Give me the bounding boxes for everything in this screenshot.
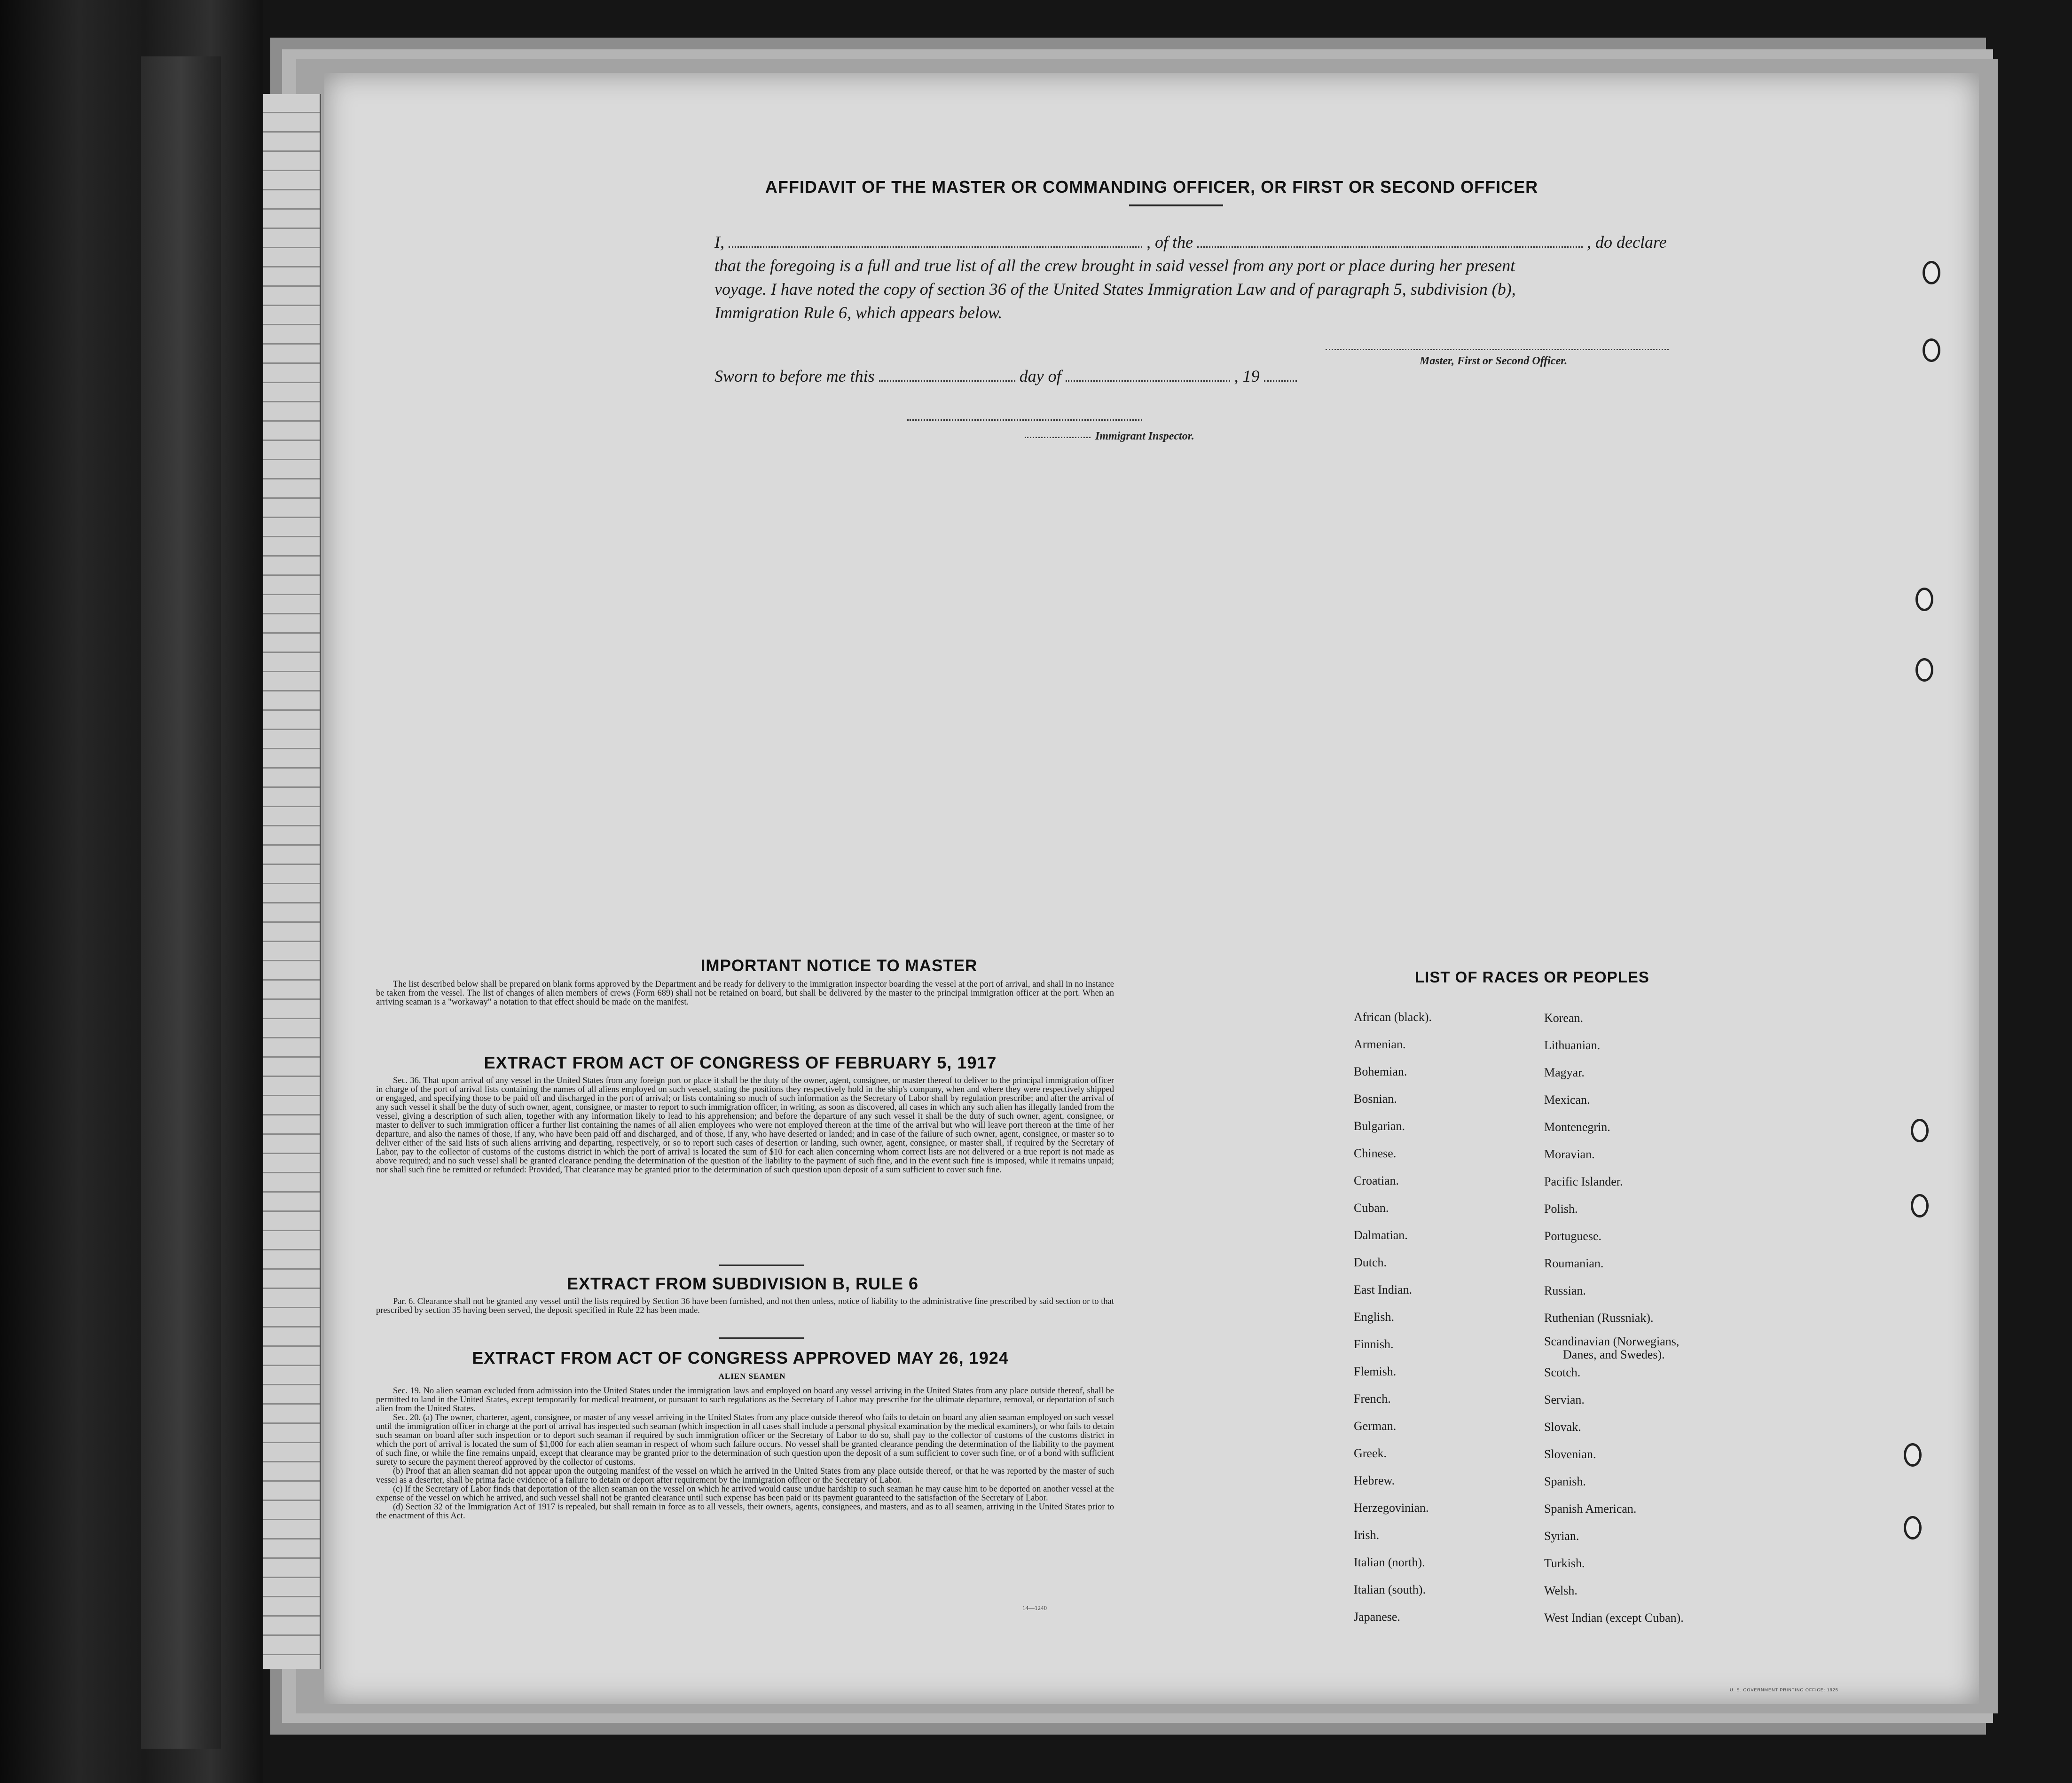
race-right: Spanish American. <box>1544 1502 1637 1516</box>
punch-hole-icon <box>1911 1119 1929 1142</box>
race-left: Cuban. <box>1354 1201 1389 1215</box>
races-heading: LIST OF RACES OR PEOPLES <box>1415 968 1649 986</box>
affidavit-i: I, <box>714 233 724 251</box>
race-left: French. <box>1354 1392 1391 1406</box>
section-20b-paragraph: (b) Proof that an alien seaman did not appear upon the outgoing manifest of the vessel on which he arrived in the United States from any place outside thereof, or that he was reported by the master of such vessel as a deserter, shall be prima facie evidence of a failure to detain or deport after requirement by the immigration officer or the Secretary of Labor. <box>376 1467 1114 1485</box>
race-right: Spanish. <box>1544 1475 1586 1488</box>
rule-6-paragraph: Par. 6. Clearance shall not be granted any vessel until the lists required by Section 36 have been furnished, and not then unless, notice of liability to the administrative fine prescribed by said section or to that prescribed by section 35 having been served, the deposit specified in Rule 22 has been made. <box>376 1297 1114 1315</box>
race-right: Welsh. <box>1544 1584 1578 1597</box>
race-left: Irish. <box>1354 1528 1380 1542</box>
divider <box>719 1337 804 1339</box>
race-right: Russian. <box>1544 1284 1586 1297</box>
race-left: Japanese. <box>1354 1610 1400 1624</box>
race-left: Finnish. <box>1354 1337 1394 1351</box>
sworn-year-field[interactable] <box>1264 366 1297 382</box>
master-signature-line[interactable] <box>1326 348 1669 350</box>
punch-hole-icon <box>1904 1443 1922 1467</box>
race-right: Slovenian. <box>1544 1447 1596 1461</box>
affidavit-title: AFFIDAVIT OF THE MASTER OR COMMANDING OFFICER, OR FIRST OR SECOND OFFICER <box>765 177 1538 196</box>
race-left: Flemish. <box>1354 1365 1397 1378</box>
affidavit-line3: voyage. I have noted the copy of section 36 of the United States Immigration Law and of paragraph 5, subdivision (b), <box>714 280 1516 298</box>
divider <box>719 1265 804 1266</box>
affidavit-declare: , do declare <box>1586 233 1667 251</box>
race-right: Montenegrin. <box>1544 1120 1610 1134</box>
sworn-day: day of <box>1019 367 1061 385</box>
sworn-prefix: Sworn to before me this <box>714 367 875 385</box>
sworn-month-field[interactable] <box>1066 366 1230 382</box>
race-right: Polish. <box>1544 1202 1578 1216</box>
section-20c-paragraph: (c) If the Secretary of Labor finds that deportation of the alien seaman on the vessel on which he arrived would cause undue hardship to such seaman he may cause him to be deported on another vessel at the expense of the vessel on which he arrived, and such vessel shall not be granted clearance until such expense has been paid or its payment guaranteed to the satisfaction of the Secretary of Labor. <box>376 1485 1114 1503</box>
notice-text <box>376 980 1114 1007</box>
race-left: Bulgarian. <box>1354 1119 1405 1133</box>
form-number: 14—1240 <box>1022 1604 1047 1611</box>
race-left: Dalmatian. <box>1354 1228 1408 1242</box>
notice-paragraph: The list described below shall be prepared on blank forms approved by the Department and be ready for delivery to the immigration inspector boarding the vessel at the port of arrival, and shall in no instance be taken from the vessel. The list of changes of alien members of crews (Form 689) shall not be retained on board, but shall be delivered by the master to the principal immigration officer at the port. When an arriving seaman is a "workaway" a notation to that effect should be made on the manifest. <box>376 980 1114 1007</box>
race-left: East Indian. <box>1354 1283 1413 1296</box>
race-right: Roumanian. <box>1544 1257 1604 1270</box>
race-left: English. <box>1354 1310 1394 1324</box>
race-right: Pacific Islander. <box>1544 1175 1623 1188</box>
section-19-paragraph: Sec. 19. No alien seaman excluded from admission into the United States under the immigration laws and employed on board any vessel arriving in the United States from any place outside thereof, shall be permitted to land in the United States, except temporarily for medical treatment, or pursuant to such regulations as the Secretary of Labor may prescribe for the ultimate departure, removal, or deportation of such alien from the United States. <box>376 1386 1114 1414</box>
notice-heading: IMPORTANT NOTICE TO MASTER <box>700 957 978 975</box>
race-right: Danes, and Swedes). <box>1563 1348 1665 1361</box>
race-right: Moravian. <box>1544 1147 1595 1161</box>
punch-hole-icon <box>1915 658 1933 682</box>
race-left: Croatian. <box>1354 1174 1399 1187</box>
affidavit-line4: Immigration Rule 6, which appears below. <box>714 303 1003 322</box>
affidavit-line1 <box>714 230 1843 254</box>
sworn-year: , 19 <box>1234 367 1260 385</box>
punch-hole-icon <box>1923 261 1940 284</box>
punch-hole-icon <box>1911 1194 1929 1217</box>
race-left: Bohemian. <box>1354 1065 1407 1078</box>
race-right: Servian. <box>1544 1393 1585 1406</box>
punch-hole-icon <box>1923 338 1940 362</box>
affidavit-of-the: , of the <box>1146 233 1193 251</box>
race-right: Mexican. <box>1544 1093 1590 1107</box>
race-left: Hebrew. <box>1354 1474 1395 1487</box>
section-20d-paragraph: (d) Section 32 of the Immigration Act of 1917 is repealed, but shall remain in force as to all vessels, their owners, agents, consignees, and masters, and as to all seamen, arriving in the United States prior to the enactment of this Act. <box>376 1502 1114 1521</box>
race-right: Turkish. <box>1544 1556 1585 1570</box>
binder-background <box>0 0 263 1783</box>
name-field[interactable] <box>729 232 1142 248</box>
vessel-field[interactable] <box>1197 232 1583 248</box>
binder-strip <box>141 56 221 1749</box>
race-right: Scandinavian (Norwegians, <box>1544 1335 1680 1348</box>
extract3-text <box>376 1387 1114 1521</box>
race-left: Italian (south). <box>1354 1583 1426 1596</box>
ledger-edge <box>263 94 321 1669</box>
race-left: African (black). <box>1354 1010 1432 1024</box>
extract1-text <box>376 1076 1114 1175</box>
sworn-date-field[interactable] <box>879 366 1015 382</box>
race-left: Herzegovinian. <box>1354 1501 1429 1515</box>
extract2-text <box>376 1297 1114 1315</box>
race-right: Syrian. <box>1544 1529 1579 1543</box>
sworn-line <box>714 364 1843 388</box>
inspector-signature-label: Immigrant Inspector. <box>1095 430 1194 442</box>
extract2-heading: EXTRACT FROM SUBDIVISION B, RULE 6 <box>566 1274 919 1293</box>
race-right: Ruthenian (Russniak). <box>1544 1311 1654 1325</box>
race-right: Korean. <box>1544 1011 1584 1025</box>
section-36-paragraph: Sec. 36. That upon arrival of any vessel in the United States from any foreign port or place it shall be the duty of the owner, agent, consignee, or master thereof to deliver to the principal immigration officer in charge of the port of arrival lists containing the names of all aliens employed on such vessel, stating the positions they respectively hold in the ship's company, when and where they were respectively shipped or engaged, and specifying those to be paid off and discharged in the port of arrival; or lists containing so much of such information as the Secretary of Labor shall by regulation prescribe; and after the arrival of any such vessel it shall be the duty of such owner, agent, consignee, or master to report to such immigration officer, in writing, as soon as discovered, all cases in which any such alien has illegally landed from the vessel, giving a description of such alien, together with any information likely to lead to his apprehension; and before the departure of any such vessel it shall be the duty of such owner, agent, consignee, or master to deliver to such immigration officer a further list containing the names of all alien employees who were not employed thereon at the time of the arrival but who will leave port thereon at the time of her departure, and also the names of those, if any, who have been paid off and discharged, and of those, if any, who have deserted or landed; and in case of the failure of such owner, agent, consignee, or master so to deliver either of the said lists of such aliens arriving and departing, respectively, or so to report such cases of desertion or landing, such owner, agent, consignee, or master shall, if required by the Secretary of Labor, pay to the collector of customs of the customs district in which the port of arrival is located the sum of $10 for each alien concerning whom correct lists are not delivered or a true report is not made as above required; and no such vessel shall be granted clearance pending the determination of the question of the liability to the payment of such fine, and in the event such fine is imposed, while it remains unpaid; nor shall such fine be remitted or refunded: Provided, That clearance may be granted prior to the determination of such question upon deposit of a sum sufficient to cover such fine. <box>376 1076 1114 1175</box>
affidavit-line2: that the foregoing is a full and true list of all the crew brought in said vessel from any port or place during her present <box>714 256 1515 275</box>
inspector-signature-line[interactable] <box>1025 436 1091 438</box>
race-left: German. <box>1354 1419 1397 1433</box>
extract1-heading: EXTRACT FROM ACT OF CONGRESS OF FEBRUARY 5, 1917 <box>484 1053 997 1072</box>
race-left: Chinese. <box>1354 1147 1397 1160</box>
race-right: Lithuanian. <box>1544 1038 1601 1052</box>
alien-seamen-subheading: ALIEN SEAMEN <box>718 1372 786 1381</box>
race-left: Dutch. <box>1354 1256 1387 1269</box>
race-right: Slovak. <box>1544 1420 1581 1434</box>
race-left: Italian (north). <box>1354 1555 1425 1569</box>
section-20a-paragraph: Sec. 20. (a) The owner, charterer, agent, consignee, or master of any vessel arriving in the United States from any place outside thereof who fails to detain on board any alien seaman employed on such vessel until the immigration officer in charge at the port of arrival has inspected such seaman (which inspection in all cases shall include a personal physical examination by the medical examiners), or who fails to detain such seaman on board after such inspection or to deport such seaman if required by such immigration officer or the Secretary of Labor to do so, shall pay to the collector of customs of the customs district in which the port of arrival is located the sum of $1,000 for each alien seaman in respect of whom such failure occurs. No vessel shall be granted clearance pending the determination of the liability to the payment of such fine, or while the fine remains unpaid, except that clearance may be granted prior to the determination of such question upon the deposit of a sum sufficient to cover such fine, or of a bond with sufficient surety to secure the payment thereof approved by the collector of customs. <box>376 1413 1114 1467</box>
race-left: Greek. <box>1354 1446 1387 1460</box>
title-rule <box>1129 204 1223 206</box>
punch-hole-icon <box>1915 588 1933 611</box>
document-page <box>324 73 1979 1704</box>
race-right: Portuguese. <box>1544 1229 1602 1243</box>
race-right: West Indian (except Cuban). <box>1544 1611 1684 1625</box>
printer-imprint: U. S. GOVERNMENT PRINTING OFFICE: 1925 <box>1730 1688 1838 1692</box>
race-right: Scotch. <box>1544 1366 1581 1379</box>
master-signature-label: Master, First or Second Officer. <box>1420 355 1568 367</box>
extract3-heading: EXTRACT FROM ACT OF CONGRESS APPROVED MAY 26, 1924 <box>472 1348 1009 1367</box>
race-left: Armenian. <box>1354 1037 1406 1051</box>
race-right: Magyar. <box>1544 1066 1585 1079</box>
inspector-signature-line-top[interactable] <box>907 418 1142 421</box>
punch-hole-icon <box>1904 1516 1922 1540</box>
race-left: Bosnian. <box>1354 1092 1397 1106</box>
